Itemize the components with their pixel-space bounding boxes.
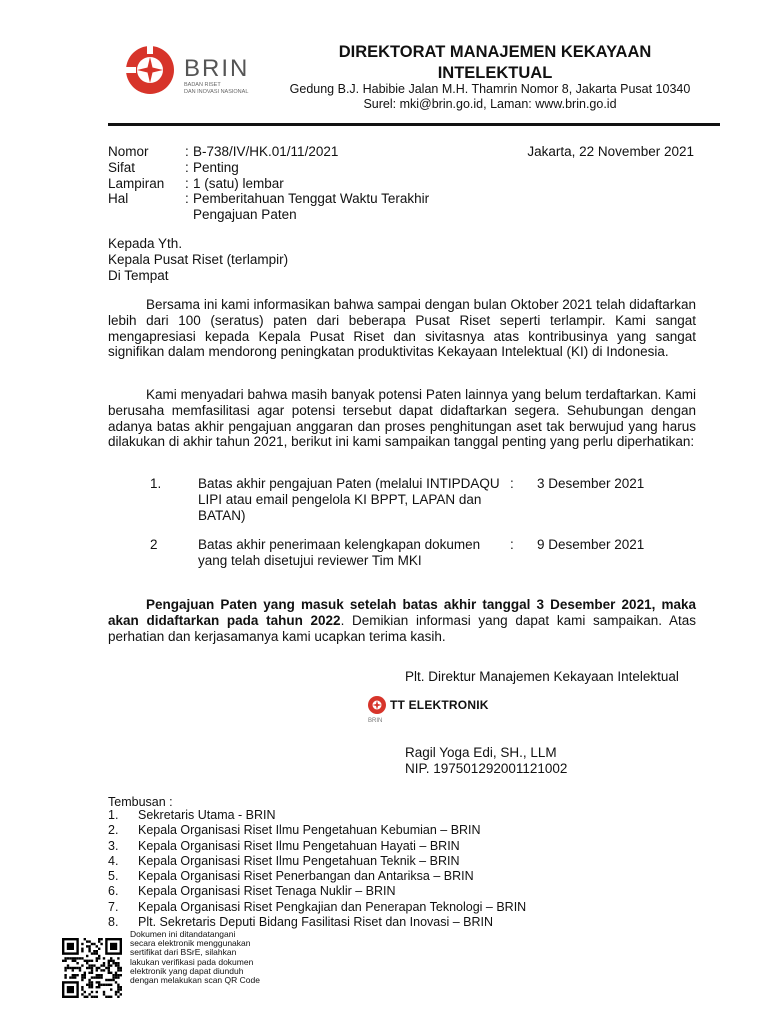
e-signature-note: Dokumen ini ditandatangani secara elektronik menggunakan sertifikat dari BSrE, silahkan lakukan verifikasi pada dokumen elektronik yang dapat diunduh dengan melakukan scan QR Code <box>130 929 260 986</box>
header-divider <box>108 123 720 126</box>
item-date: 9 Desember 2021 <box>537 537 645 552</box>
meta-sep: : <box>185 159 189 175</box>
list-item <box>108 884 526 899</box>
list-item <box>108 854 526 869</box>
meta-sep: : <box>185 144 189 159</box>
brin-logo-icon <box>122 40 272 100</box>
paragraph-3-rest: . Demikian informasi yang dapat kami sampaikan. Atas perhatian dan kerjasamanya kami ucapkan terima kasih. <box>108 612 696 644</box>
cc-text: Kepala Organisasi Riset Ilmu Pengetahuan Hayati – BRIN <box>138 838 460 853</box>
cc-num: 8. <box>108 915 119 930</box>
place-date: Jakarta, 22 November 2021 <box>527 144 694 159</box>
list-item <box>108 839 526 854</box>
signer-name: Ragil Yoga Edi, SH., LLM <box>405 745 557 760</box>
item-separator: : <box>510 537 514 552</box>
cc-num: 3. <box>108 838 119 853</box>
meta-value: B-738/IV/HK.01/11/2021 <box>193 144 339 159</box>
cc-text: Plt. Sekretaris Deputi Bidang Fasilitasi Riset dan Inovasi – BRIN <box>138 915 494 930</box>
cc-text: Kepala Organisasi Riset Tenaga Nuklir – BRIN <box>138 884 396 899</box>
cc-text: Kepala Organisasi Riset Pengkajian dan Penerapan Teknologi – BRIN <box>138 899 527 914</box>
cc-text: Kepala Organisasi Riset Ilmu Pengetahuan Teknik – BRIN <box>138 853 460 868</box>
cc-text: Kepala Organisasi Riset Penerbangan dan Antariksa – BRIN <box>138 869 474 884</box>
address-line: Gedung B.J. Habibie Jalan M.H. Thamrin Nomor 8, Jakarta Pusat 10340 <box>289 82 691 96</box>
item-description: Batas akhir penerimaan kelengkapan dokumen yang telah disetujui reviewer Tim MKI <box>198 537 481 568</box>
list-item <box>108 823 526 838</box>
cc-title: Tembusan : <box>108 795 173 809</box>
item-description: Batas akhir pengajuan Paten (melalui INTIPDAQU LIPI atau email pengelola KI BPPT, LAPAN dan BATAN) <box>198 476 500 523</box>
list-item <box>108 808 526 823</box>
logo-wordmark: BRIN <box>184 55 250 82</box>
meta-value: Pemberitahuan Tenggat Waktu Terakhir Pengajuan Paten <box>193 191 430 223</box>
recipient-place: Di Tempat <box>108 267 169 283</box>
cc-list <box>108 808 526 930</box>
org-title <box>300 42 690 84</box>
org-title-line-2: INTELEKTUAL <box>437 64 553 82</box>
cc-num: 2. <box>108 823 119 838</box>
cc-num: 7. <box>108 899 119 914</box>
cc-num: 6. <box>108 884 119 899</box>
list-item <box>108 869 526 884</box>
org-address <box>270 82 710 112</box>
verification-qr[interactable] <box>62 938 122 998</box>
brin-small-logo-icon <box>366 694 392 724</box>
meta-row-lampiran <box>108 176 493 192</box>
signer-block <box>405 745 567 777</box>
cc-text: Sekretaris Utama - BRIN <box>138 808 276 822</box>
body-paragraph-2: Kami menyadari bahwa masih banyak potensi Paten lainnya yang belum terdaftarkan. Kami berusaha memfasilitasi agar potensi tersebut dapat didaftarkan segera. Sehubungan dengan adanya batas akhir pengajuan anggaran dan proses penghitungan aset tak berwujud yang harus dilakukan di akhir tahun 2021, berikut ini kami sampaikan tanggal penting yang perlu diperhatikan: <box>108 387 696 450</box>
cc-num: 5. <box>108 869 119 884</box>
e-signature-label: TT ELEKTRONIK <box>390 698 489 712</box>
item-separator: : <box>510 476 514 491</box>
recipient-salutation: Kepada Yth. <box>108 236 183 251</box>
cc-num: 1. <box>108 808 119 822</box>
org-title-line-1: DIREKTORAT MANAJEMEN KEKAYAAN <box>338 43 652 61</box>
cc-num: 4. <box>108 853 119 868</box>
item-date: 3 Desember 2021 <box>537 476 645 491</box>
meta-key: Lampiran <box>108 175 165 191</box>
item-number: 1. <box>150 476 162 491</box>
recipient-name: Kepala Pusat Riset (terlampir) <box>108 251 289 267</box>
signer-title: Plt. Direktur Manajemen Kekayaan Intelektual <box>405 669 679 684</box>
logo-tagline-2: DAN INOVASI NASIONAL <box>184 89 249 95</box>
meta-row-sifat <box>108 160 493 176</box>
meta-key: Sifat <box>108 159 136 175</box>
meta-sep: : <box>185 191 189 207</box>
meta-row-hal <box>108 191 493 223</box>
signer-nip: NIP. 197501292001121002 <box>405 760 568 776</box>
list-item <box>108 900 526 915</box>
meta-key: Hal <box>108 191 129 207</box>
stamp-logo-text: BRIN <box>368 718 383 724</box>
meta-key: Nomor <box>108 144 149 159</box>
paragraph-3-emphasis: Pengajuan Paten yang masuk setelah batas akhir tanggal 3 Desember 2021, maka akan didaftarkan pada tahun 2022 <box>108 597 696 628</box>
item-number: 2 <box>150 537 158 552</box>
logo-tagline-1: BADAN RISET <box>184 82 221 88</box>
qr-code-icon <box>62 938 122 998</box>
contact-line: Surel: mki@brin.go.id, Laman: www.brin.go.id <box>363 97 617 111</box>
meta-value: Penting <box>193 159 239 175</box>
meta-value: 1 (satu) lembar <box>193 175 284 191</box>
meta-row-nomor <box>108 144 493 160</box>
brin-logo <box>122 40 272 100</box>
body-paragraph-3 <box>108 597 696 644</box>
letter-meta <box>108 144 493 223</box>
body-paragraph-1: Bersama ini kami informasikan bahwa sampai dengan bulan Oktober 2021 telah didaftarkan lebih dari 100 (seratus) paten dari beberapa Pusat Riset seperti terlampir. Kami sangat mengapresiasi kepada Kepala Pusat Riset dan sivitasnya atas kontribusinya yang sangat signifikan dalam mendorong peningkatan produktivitas Kekayaan Intelektual (KI) di Indonesia. <box>108 297 696 360</box>
cc-text: Kepala Organisasi Riset Ilmu Pengetahuan Kebumian – BRIN <box>138 823 481 838</box>
meta-sep: : <box>185 175 189 191</box>
recipient-block <box>108 236 288 283</box>
